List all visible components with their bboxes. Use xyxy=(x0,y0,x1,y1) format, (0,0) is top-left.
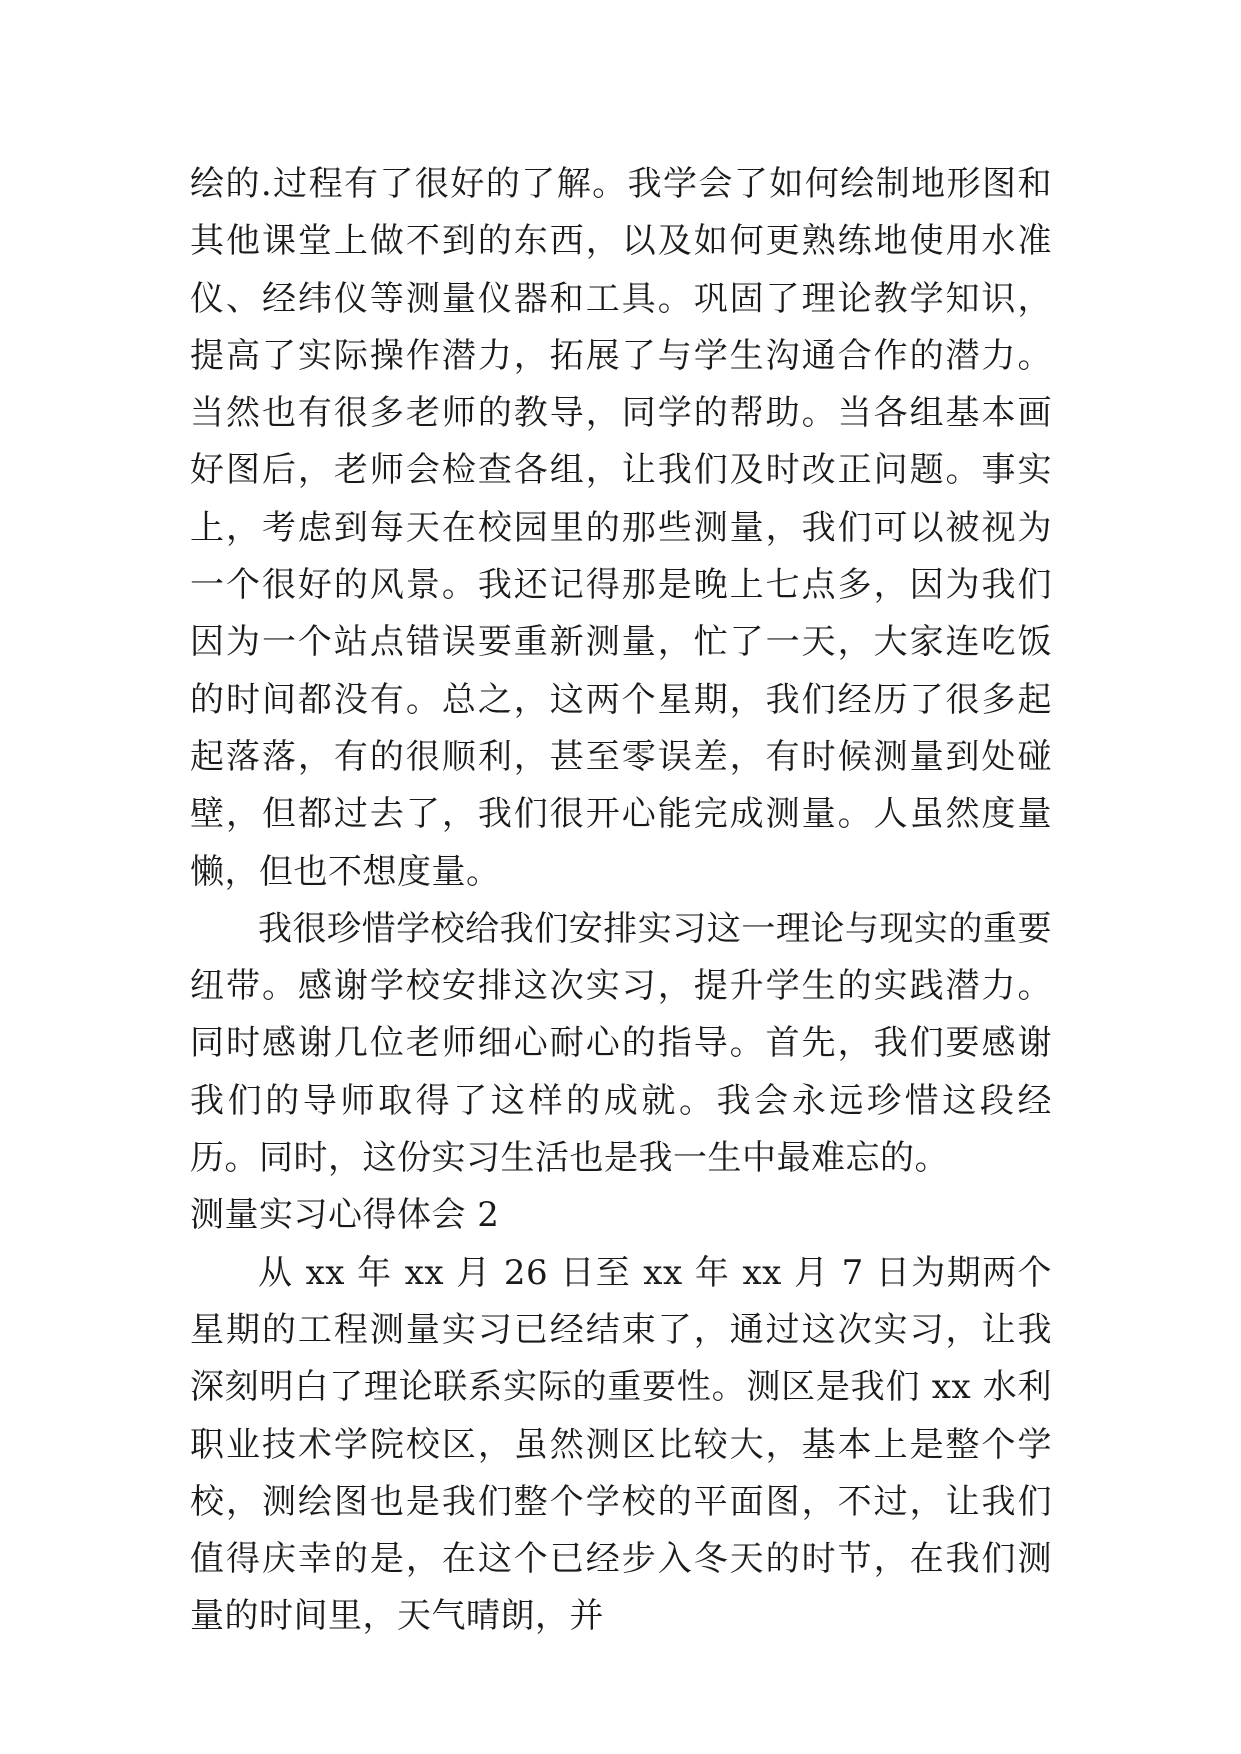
paragraph-gratitude: 我很珍惜学校给我们安排实习这一理论与现实的重要纽带。感谢学校安排这次实习，提升学生的实践潜力。同时感谢几位老师细心耐心的指导。首先，我们要感谢我们的导师取得了这样的成就。我会永远珍惜这段经历。同时，这份实习生活也是我一生中最难忘的。 xyxy=(190,908,1052,1179)
document-body xyxy=(190,156,1052,1646)
paragraph-continuation: 绘的.过程有了很好的了解。我学会了如何绘制地形图和其他课堂上做不到的东西，以及如何更熟练地使用水准仪、经纬仪等测量仪器和工具。巩固了理论教学知识，提高了实际操作潜力，拓展了与学生沟通合作的潜力。当然也有很多老师的教导，同学的帮助。当各组基本画好图后，老师会检查各组，让我们及时改正问题。事实上，考虑到每天在校园里的那些测量，我们可以被视为一个很好的风景。我还记得那是晚上七点多，因为我们因为一个站点错误要重新测量，忙了一天，大家连吃饭的时间都没有。总之，这两个星期，我们经历了很多起起落落，有的很顺利，甚至零误差，有时候测量到处碰壁，但都过去了，我们很开心能完成测量。人虽然度量懒，但也不想度量。 xyxy=(190,164,1052,892)
paragraph-internship-intro: 从 xx 年 xx 月 26 日至 xx 年 xx 月 7 日为期两个星期的工程测量实习已经结束了，通过这次实习，让我深刻明白了理论联系实际的重要性。测区是我们 xx 水利职业技术学院校区，虽然测区比较大，基本上是整个学校，测绘图也是我们整个学校的平面图，不过，让我们值得庆幸的是，在这个已经步入冬天的时节，在我们测量的时间里，天气晴朗，并 xyxy=(190,1252,1052,1637)
section-heading: 测量实习心得体会 2 xyxy=(190,1195,500,1236)
